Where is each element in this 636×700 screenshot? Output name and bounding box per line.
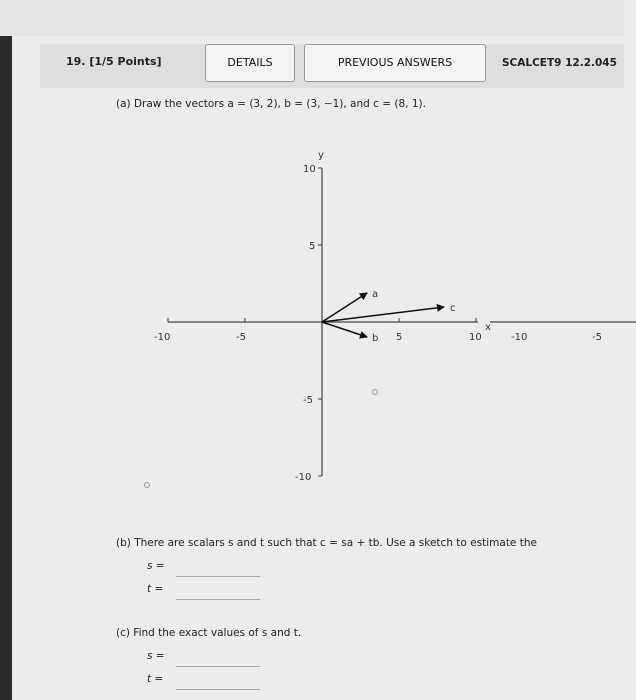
- course-code: SCALCET9 12.2.045: [502, 57, 617, 69]
- vector-b-arrow: [322, 322, 367, 337]
- previous-answers-button[interactable]: PREVIOUS ANSWERS: [304, 44, 486, 82]
- x-axis-title: x: [485, 322, 491, 333]
- x-tick-label: -10: [154, 332, 171, 343]
- y-axis-title: y: [318, 150, 324, 161]
- y-tick-label: 5: [309, 241, 316, 252]
- part-c-prompt: (c) Find the exact values of s and t.: [116, 627, 302, 639]
- vector-c-label: c: [450, 303, 456, 314]
- y-tick-label: -5: [303, 395, 313, 406]
- vector-a-label: a: [372, 289, 379, 300]
- part-a-prompt: (a) Draw the vectors a = (3, 2), b = (3, −1), and c = (8, 1).: [116, 98, 426, 110]
- part-b-prompt: (b) There are scalars s and t such that c = sa + tb. Use a sketch to estimate the: [116, 537, 537, 549]
- vector-c-arrow: [322, 307, 444, 322]
- vector-b-label: b: [372, 333, 379, 344]
- stray-mark: [144, 482, 150, 488]
- part-c-s-input[interactable]: [176, 650, 260, 667]
- question-number-label: 19.: [66, 55, 86, 68]
- part-b-t-input[interactable]: [176, 583, 260, 600]
- x-tick-label: -5: [236, 332, 246, 343]
- stray-mark: [372, 389, 378, 395]
- y-tick-label: -10: [295, 472, 312, 483]
- x-tick-label: 5: [396, 332, 403, 343]
- part-b-s-input[interactable]: [176, 560, 260, 577]
- points-label: [1/5 Points]: [89, 55, 162, 68]
- part-b-t-label: t =: [147, 583, 164, 595]
- x-tick-label: 10: [469, 332, 482, 343]
- part-c-s-label: s =: [147, 650, 165, 662]
- second-graph-tick-label: -10: [511, 332, 528, 343]
- part-c-t-label: t =: [147, 673, 164, 685]
- part-b-s-label: s =: [147, 560, 165, 572]
- y-tick-label: 10: [303, 164, 316, 175]
- details-button[interactable]: DETAILS: [205, 44, 295, 82]
- part-c-t-input[interactable]: [176, 673, 260, 690]
- second-graph-tick-label: -5: [592, 332, 602, 343]
